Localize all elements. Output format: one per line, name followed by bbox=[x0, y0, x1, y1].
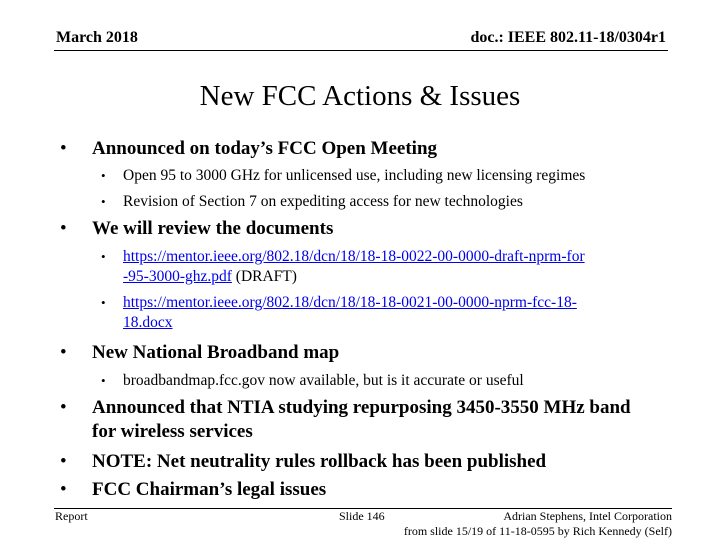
slide-title: New FCC Actions & Issues bbox=[199, 80, 521, 112]
bullet-text: NOTE: Net neutrality rules rollback has been published bbox=[92, 451, 547, 472]
header-date: March 2018 bbox=[56, 29, 138, 46]
nprm-fcc-link-line2[interactable]: 18.docx bbox=[123, 314, 173, 331]
bullet-marker: • bbox=[60, 342, 67, 363]
header-rule bbox=[54, 50, 668, 51]
bullet-text: We will review the documents bbox=[92, 218, 334, 239]
sub-bullet bbox=[101, 166, 683, 186]
sub-bullet-link bbox=[101, 247, 683, 287]
bullet-text: Announced on today’s FCC Open Meeting bbox=[92, 138, 438, 159]
bullet-broadband-map bbox=[60, 341, 682, 365]
bullet-text: FCC Chairman’s legal issues bbox=[92, 479, 327, 500]
footer-report: Report bbox=[55, 509, 88, 523]
sub-bullet-link bbox=[101, 293, 683, 333]
sub-bullet-marker: • bbox=[101, 168, 106, 183]
draft-nprm-link-line1[interactable]: https://mentor.ieee.org/802.18/dcn/18/18-18-0022-00-0000-draft-nprm-for bbox=[123, 248, 585, 265]
bullet-marker: • bbox=[60, 218, 67, 239]
header-doc-id: doc.: IEEE 802.11-18/0304r1 bbox=[470, 29, 666, 46]
sub-bullet-marker: • bbox=[101, 295, 106, 310]
bullet-marker: • bbox=[60, 451, 67, 472]
bullet-marker: • bbox=[60, 138, 67, 159]
bullet-text-line1: Announced that NTIA studying repurposing 3450-3550 MHz band bbox=[92, 397, 631, 418]
bullet-net-neutrality bbox=[60, 450, 682, 474]
sub-bullet-marker: • bbox=[101, 373, 106, 388]
sub-bullet bbox=[101, 371, 683, 391]
bullet-text-line2: for wireless services bbox=[92, 421, 253, 442]
bullet-announced bbox=[60, 137, 682, 161]
sub-bullet-marker: • bbox=[101, 249, 106, 264]
sub-bullet-marker: • bbox=[101, 194, 106, 209]
bullet-review bbox=[60, 217, 682, 241]
sub-bullet bbox=[101, 192, 683, 212]
footer-author: Adrian Stephens, Intel Corporation bbox=[503, 509, 672, 523]
sub-bullet-text: Revision of Section 7 on expediting access for new technologies bbox=[123, 193, 523, 210]
nprm-fcc-link-line1[interactable]: https://mentor.ieee.org/802.18/dcn/18/18-18-0021-00-0000-nprm-fcc-18- bbox=[123, 294, 577, 311]
footer-source: from slide 15/19 of 11-18-0595 by Rich Kennedy (Self) bbox=[403, 524, 672, 538]
footer-slide-number: Slide 146 bbox=[339, 509, 385, 523]
bullet-text: New National Broadband map bbox=[92, 342, 340, 363]
sub-bullet-text: broadbandmap.fcc.gov now available, but is it accurate or useful bbox=[123, 372, 524, 389]
bullet-marker: • bbox=[60, 397, 67, 418]
bullet-ntia bbox=[60, 396, 682, 444]
sub-bullet-text: Open 95 to 3000 GHz for unlicensed use, including new licensing regimes bbox=[123, 167, 586, 184]
link-suffix: (DRAFT) bbox=[231, 268, 297, 285]
bullet-chairman bbox=[60, 478, 682, 502]
draft-nprm-link-line2[interactable]: -95-3000-ghz.pdf bbox=[123, 268, 232, 285]
bullet-marker: • bbox=[60, 479, 67, 500]
